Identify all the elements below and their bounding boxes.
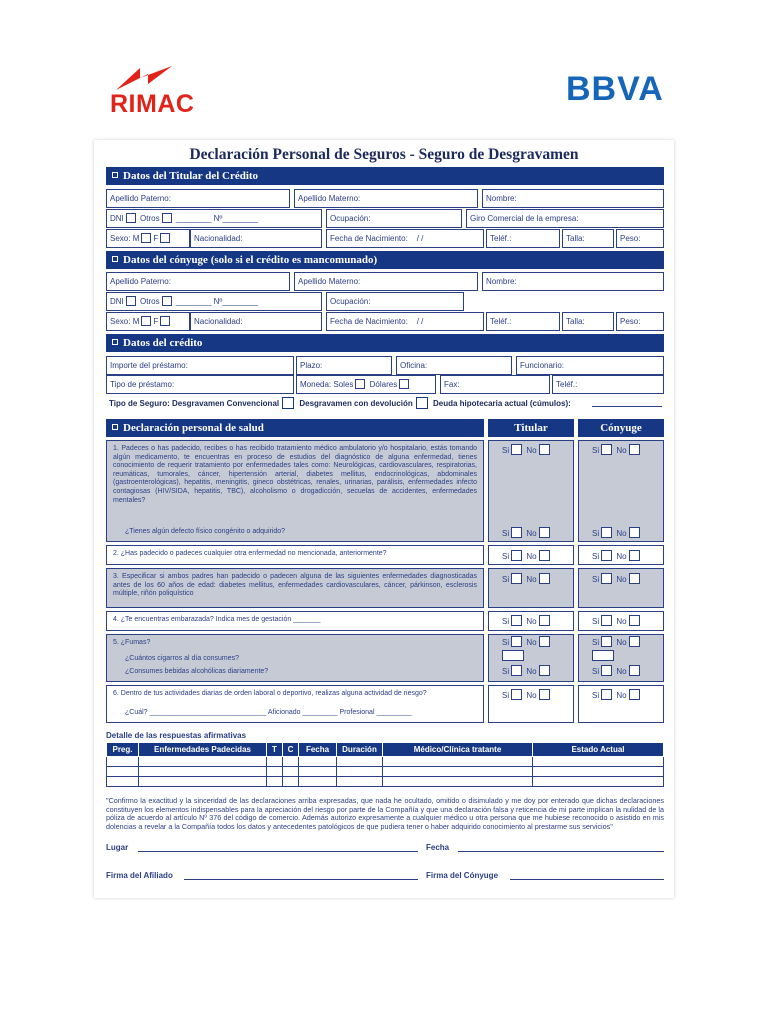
table-row	[107, 767, 664, 777]
detalle-title: Detalle de las respuestas afirmativas	[106, 731, 247, 740]
q4-titular-si-no	[502, 615, 552, 626]
soles-label: Soles	[333, 380, 354, 389]
no-label: No	[526, 617, 537, 626]
sexo-label: Sexo:	[110, 317, 131, 326]
lugar-label: Lugar	[106, 843, 129, 852]
sexo-f-checkbox[interactable]	[160, 316, 170, 326]
table-cell[interactable]	[139, 777, 267, 787]
q1-titular-si-no	[502, 444, 552, 455]
section-titular-label: Datos del Titular del Crédito	[123, 170, 259, 182]
table-cell[interactable]	[533, 757, 664, 767]
dni-label: DNI	[110, 297, 124, 306]
si-label: Si	[502, 575, 510, 584]
no-checkbox[interactable]	[629, 573, 640, 584]
no-label: No	[616, 552, 627, 561]
conyuge-documento-field[interactable]: DNI Otros ________ Nº________	[106, 292, 322, 311]
q2-titular-si-no	[502, 550, 552, 561]
no-checkbox[interactable]	[539, 689, 550, 700]
table-cell[interactable]	[299, 757, 337, 767]
q6-conyuge-si-no	[592, 689, 642, 700]
table-cell[interactable]	[299, 777, 337, 787]
si-checkbox[interactable]	[601, 444, 612, 455]
otros-label: Otros	[140, 214, 160, 223]
fecha-slashes: / /	[416, 234, 424, 243]
question-2-text: 2. ¿Has padecido o padeces cualquier otra enfermedad no mencionada, anteriormente?	[113, 550, 387, 557]
titular-column-header: Titular	[488, 419, 574, 437]
conyuge-ocupacion-field[interactable]: Ocupación:	[326, 292, 464, 311]
conyuge-talla-field[interactable]: Talla:	[562, 312, 614, 331]
question-5	[106, 634, 484, 682]
q5-titular-si-no	[502, 636, 552, 647]
q3-titular-si-no	[502, 573, 552, 584]
si-checkbox[interactable]	[511, 550, 522, 561]
fax-field[interactable]: Fax:	[440, 375, 550, 394]
section-conyuge-label: Datos del cónyuge (solo si el crédito es mancomunado)	[123, 254, 378, 266]
tipo-seguro-convencional-label: Tipo de Seguro: Desgravamen Convencional	[109, 399, 280, 408]
si-checkbox[interactable]	[601, 665, 612, 676]
si-checkbox[interactable]	[511, 636, 522, 647]
titular-peso-field[interactable]: Peso:	[616, 229, 664, 248]
soles-checkbox[interactable]	[355, 379, 365, 389]
q5c-conyuge-si-no	[592, 665, 642, 676]
si-label: Si	[592, 691, 600, 700]
section-credito-label: Datos del crédito	[123, 337, 203, 349]
table-cell[interactable]	[283, 757, 299, 767]
question-4b-text: Indica mes de gestación _______	[215, 616, 321, 623]
si-checkbox[interactable]	[511, 615, 522, 626]
table-cell[interactable]	[267, 757, 283, 767]
table-cell[interactable]	[337, 767, 383, 777]
no-checkbox[interactable]	[629, 689, 640, 700]
section-titular-header	[106, 167, 664, 185]
no-checkbox[interactable]	[629, 444, 640, 455]
no-checkbox[interactable]	[539, 527, 550, 538]
question-4	[106, 611, 484, 631]
no-label: No	[616, 691, 627, 700]
firma-afiliado-line[interactable]	[184, 879, 418, 880]
tipo-seguro-row	[109, 397, 571, 409]
dni-label: DNI	[110, 214, 124, 223]
no-checkbox[interactable]	[539, 573, 550, 584]
no-checkbox[interactable]	[539, 636, 550, 647]
si-label: Si	[592, 667, 600, 676]
table-row	[107, 757, 664, 767]
table-cell[interactable]	[267, 777, 283, 787]
si-checkbox[interactable]	[511, 573, 522, 584]
titular-nacionalidad-field[interactable]: Nacionalidad:	[190, 229, 322, 248]
question-6b-text: ¿Cuál? ______________________________ Aficionado _________ Profesional _________	[125, 709, 412, 716]
deuda-hipotecaria-label: Deuda hipotecaria actual (cúmulos):	[432, 399, 571, 408]
firma-afiliado-label: Firma del Afiliado	[106, 871, 173, 880]
conyuge-nacionalidad-field[interactable]: Nacionalidad:	[190, 312, 322, 331]
no-checkbox[interactable]	[629, 527, 640, 538]
importe-prestamo-field[interactable]: Importe del préstamo:	[106, 356, 294, 375]
detalle-header-row	[107, 743, 664, 757]
fecha-line[interactable]	[458, 851, 664, 852]
titular-talla-field[interactable]: Talla:	[562, 229, 614, 248]
sexo-m-checkbox[interactable]	[141, 316, 151, 326]
si-checkbox[interactable]	[601, 636, 612, 647]
firma-conyuge-line[interactable]	[510, 879, 664, 880]
col-estado: Estado Actual	[533, 743, 664, 757]
square-icon	[112, 339, 118, 345]
deuda-hipotecaria-line[interactable]	[592, 406, 662, 407]
funcionario-field[interactable]: Funcionario:	[516, 356, 664, 375]
table-cell[interactable]	[533, 767, 664, 777]
si-label: Si	[502, 446, 510, 455]
no-checkbox[interactable]	[629, 665, 640, 676]
moneda-label: Moneda:	[300, 380, 332, 389]
rimac-wordmark: RIMAC	[110, 90, 195, 118]
no-label: No	[616, 529, 627, 538]
square-icon	[112, 256, 118, 262]
moneda-field[interactable]	[296, 375, 436, 394]
no-checkbox[interactable]	[539, 444, 550, 455]
q5-conyuge-si-no	[592, 636, 642, 647]
no-checkbox[interactable]	[539, 550, 550, 561]
table-cell[interactable]	[283, 777, 299, 787]
q1-conyuge-si-no	[592, 444, 642, 455]
si-checkbox[interactable]	[511, 665, 522, 676]
titular-fecha-nacimiento-field[interactable]	[326, 229, 484, 248]
conyuge-column-header: Cónyuge	[578, 419, 664, 437]
table-cell[interactable]	[383, 757, 533, 767]
col-fecha: Fecha	[299, 743, 337, 757]
titular-nombre-field[interactable]: Nombre:	[482, 189, 664, 208]
no-checkbox[interactable]	[629, 636, 640, 647]
square-icon	[112, 172, 118, 178]
q1b-titular-si-no	[502, 527, 552, 538]
si-label: Si	[592, 529, 600, 538]
fecha-nac-label: Fecha de Nacimiento:	[330, 317, 408, 326]
no-label: No	[616, 617, 627, 626]
dni-checkbox[interactable]	[126, 213, 136, 223]
no-label: No	[616, 667, 627, 676]
question-3-text: 3. Especificar si ambos padres han padecido o padecen alguna de las siguientes enfermedades diagnosticadas antes de los 60 años de edad: diabetes mellitus, enfermedades cardiovasculares, cáncer, párkinson, esclerosis múltiple, riñón poliquístico	[113, 573, 477, 598]
no-label: No	[526, 667, 537, 676]
table-cell[interactable]	[337, 777, 383, 787]
q2-conyuge-si-no	[592, 550, 642, 561]
con-devolucion-checkbox[interactable]	[416, 397, 428, 409]
table-cell[interactable]	[139, 767, 267, 777]
section-salud-header	[106, 419, 484, 437]
no-label: No	[616, 638, 627, 647]
titular-documento-field[interactable]: DNI Otros ________ Nº________	[106, 209, 322, 228]
col-t: T	[267, 743, 283, 757]
si-label: Si	[592, 446, 600, 455]
table-cell[interactable]	[267, 767, 283, 777]
section-credito-header	[106, 334, 664, 352]
f-label: F	[153, 234, 159, 243]
otros-checkbox[interactable]	[162, 213, 172, 223]
dolares-checkbox[interactable]	[399, 379, 409, 389]
question-1-text: 1. Padeces o has padecido, recibes o has recibido tratamiento médico ambulatorio y/o hospitalario, estás tomando algún medicamento, te encuentras en proceso de estudios del diagnóstico de alguna enfermedad, tienes conocimiento de requerir tratamiento por enfermedades tales como: Neurológicas, cardiovasculares, respiratorias, reumáticas, tumorales, cáncer, hipertensión arterial, diabetes mellitus, endocrinológicas, abdominales (gastroenterológicas), hepatitis, meningitis, gineco obstétricas, renales, urinarias, parálisis, enfermedades infecto contagiosas (HIV/SIDA, hepatitis, TBC), alcoholismo o drogadicción, secuelas de accidentes, enfermedades mentales?	[113, 445, 477, 504]
si-label: Si	[592, 575, 600, 584]
sexo-label: Sexo:	[110, 234, 131, 243]
conyuge-fecha-nacimiento-field[interactable]	[326, 312, 484, 331]
otros-checkbox[interactable]	[162, 296, 172, 306]
titular-apellido-materno-field[interactable]: Apellido Materno:	[294, 189, 478, 208]
no-label: No	[526, 575, 537, 584]
si-checkbox[interactable]	[601, 527, 612, 538]
declaration-text: "Confirmo la exactitud y la sinceridad de las declaraciones arriba expresadas, que nada he ocultado, omitido o disimulado y me doy por enterado que dichas declaraciones constituyen los elementos indispensables para la apreciación del riesgo por parte de la Compañía y que una declaración falsa y reticencia de mi parte implican la nulidad de la póliza de acuerdo al artículo Nº 376 del código de comercio. Además autorizo expresamente a cualquier médico u otra persona que me hubiese reconocido o asistido en mis dolencias a revelar a la Compañía todos los datos y antecedentes patológicos de que pudiera tener o haber adquirido conocimiento al prestarme sus servicios"	[106, 796, 664, 831]
col-duracion: Duración	[337, 743, 383, 757]
numero-label: Nº	[213, 297, 223, 306]
tipo-prestamo-field[interactable]: Tipo de préstamo:	[106, 375, 294, 394]
m-label: M	[132, 234, 140, 243]
si-checkbox[interactable]	[601, 689, 612, 700]
si-label: Si	[502, 529, 510, 538]
question-1	[106, 440, 484, 542]
si-label: Si	[592, 552, 600, 561]
question-6-text: 6. Dentro de tus actividades diarias de orden laboral o deportivo, realizas alguna actividad de riesgo?	[113, 690, 427, 697]
titular-telefono-field[interactable]: Teléf.:	[486, 229, 560, 248]
fecha-label: Fecha	[426, 843, 450, 852]
section-conyuge-header	[106, 251, 664, 269]
table-row	[107, 777, 664, 787]
no-checkbox[interactable]	[629, 550, 640, 561]
question-4-text: 4. ¿Te encuentras embarazada?	[113, 616, 214, 623]
titular-ocupacion-field[interactable]: Ocupación:	[326, 209, 462, 228]
q5-conyuge-cigarros-input[interactable]	[592, 650, 614, 661]
conyuge-apellido-materno-field[interactable]: Apellido Materno:	[294, 272, 478, 291]
no-label: No	[616, 575, 627, 584]
titular-sexo-field[interactable]	[106, 229, 190, 248]
si-checkbox[interactable]	[601, 573, 612, 584]
si-label: Si	[592, 617, 600, 626]
q4-conyuge-si-no	[592, 615, 642, 626]
no-label: No	[526, 691, 537, 700]
col-enfermedades: Enfermedades Padecidas	[139, 743, 267, 757]
sexo-m-checkbox[interactable]	[141, 233, 151, 243]
plazo-field[interactable]: Plazo:	[296, 356, 392, 375]
si-checkbox[interactable]	[601, 615, 612, 626]
con-devolucion-label: Desgravamen con devolución	[299, 399, 413, 408]
titular-giro-field[interactable]: Giro Comercial de la empresa:	[466, 209, 664, 228]
question-3	[106, 568, 484, 608]
oficina-field[interactable]: Oficina:	[396, 356, 512, 375]
no-checkbox[interactable]	[629, 615, 640, 626]
si-label: Si	[502, 638, 510, 647]
q6-titular-si-no	[502, 689, 552, 700]
no-checkbox[interactable]	[539, 665, 550, 676]
form-title: Declaración Personal de Seguros - Seguro de Desgravamen	[189, 146, 579, 163]
titular-apellido-paterno-field[interactable]: Apellido Paterno:	[106, 189, 290, 208]
no-label: No	[526, 446, 537, 455]
question-5b-text: ¿Cuántos cigarros al día consumes?	[125, 655, 239, 662]
conyuge-telefono-field[interactable]: Teléf.:	[486, 312, 560, 331]
detalle-table	[106, 742, 664, 787]
conyuge-sexo-field[interactable]	[106, 312, 190, 331]
otros-label: Otros	[140, 297, 160, 306]
conyuge-apellido-paterno-field[interactable]: Apellido Paterno:	[106, 272, 290, 291]
si-label: Si	[502, 667, 510, 676]
table-cell[interactable]	[383, 767, 533, 777]
table-cell[interactable]	[107, 767, 139, 777]
lugar-line[interactable]	[138, 851, 418, 852]
no-label: No	[526, 552, 537, 561]
section-salud-label: Declaración personal de salud	[123, 422, 264, 434]
fecha-nac-label: Fecha de Nacimiento:	[330, 234, 408, 243]
si-checkbox[interactable]	[511, 444, 522, 455]
table-cell[interactable]	[337, 757, 383, 767]
q1b-conyuge-si-no	[592, 527, 642, 538]
firma-conyuge-label: Firma del Cónyuge	[426, 871, 499, 880]
no-label: No	[616, 446, 627, 455]
conyuge-peso-field[interactable]: Peso:	[616, 312, 664, 331]
si-label: Si	[502, 617, 510, 626]
question-6	[106, 685, 484, 723]
col-medico: Médico/Clínica tratante	[383, 743, 533, 757]
table-cell[interactable]	[383, 777, 533, 787]
credito-telefono-field[interactable]: Teléf.:	[552, 375, 664, 394]
si-checkbox[interactable]	[511, 527, 522, 538]
table-cell[interactable]	[533, 777, 664, 787]
convencional-checkbox[interactable]	[282, 397, 294, 409]
question-5-text: 5. ¿Fumas?	[113, 639, 151, 646]
rimac-logo	[110, 62, 195, 122]
q5-titular-cigarros-input[interactable]	[502, 650, 524, 661]
no-label: No	[526, 529, 537, 538]
table-cell[interactable]	[107, 757, 139, 767]
q3-conyuge-si-no	[592, 573, 642, 584]
m-label: M	[132, 317, 140, 326]
question-2	[106, 545, 484, 565]
si-label: Si	[502, 552, 510, 561]
table-cell[interactable]	[283, 767, 299, 777]
no-checkbox[interactable]	[539, 615, 550, 626]
table-cell[interactable]	[299, 767, 337, 777]
dni-checkbox[interactable]	[126, 296, 136, 306]
f-label: F	[153, 317, 159, 326]
numero-label: Nº	[213, 214, 223, 223]
table-cell[interactable]	[139, 757, 267, 767]
table-cell[interactable]	[107, 777, 139, 787]
fecha-slashes: / /	[416, 317, 424, 326]
conyuge-nombre-field[interactable]: Nombre:	[482, 272, 664, 291]
si-checkbox[interactable]	[511, 689, 522, 700]
no-label: No	[526, 638, 537, 647]
question-5c-text: ¿Consumes bebidas alcohólicas diariamente?	[125, 668, 269, 675]
col-preg: Preg.	[107, 743, 139, 757]
q5c-titular-si-no	[502, 665, 552, 676]
si-label: Si	[502, 691, 510, 700]
sexo-f-checkbox[interactable]	[160, 233, 170, 243]
si-checkbox[interactable]	[601, 550, 612, 561]
bbva-logo: BBVA	[566, 70, 664, 108]
rimac-swoosh-icon	[110, 62, 190, 92]
dolares-label: Dólares	[369, 380, 398, 389]
si-label: Si	[592, 638, 600, 647]
square-icon	[112, 424, 118, 430]
col-c: C	[283, 743, 299, 757]
question-1b-text: ¿Tienes algún defecto físico congénito o adquirido?	[125, 528, 286, 535]
